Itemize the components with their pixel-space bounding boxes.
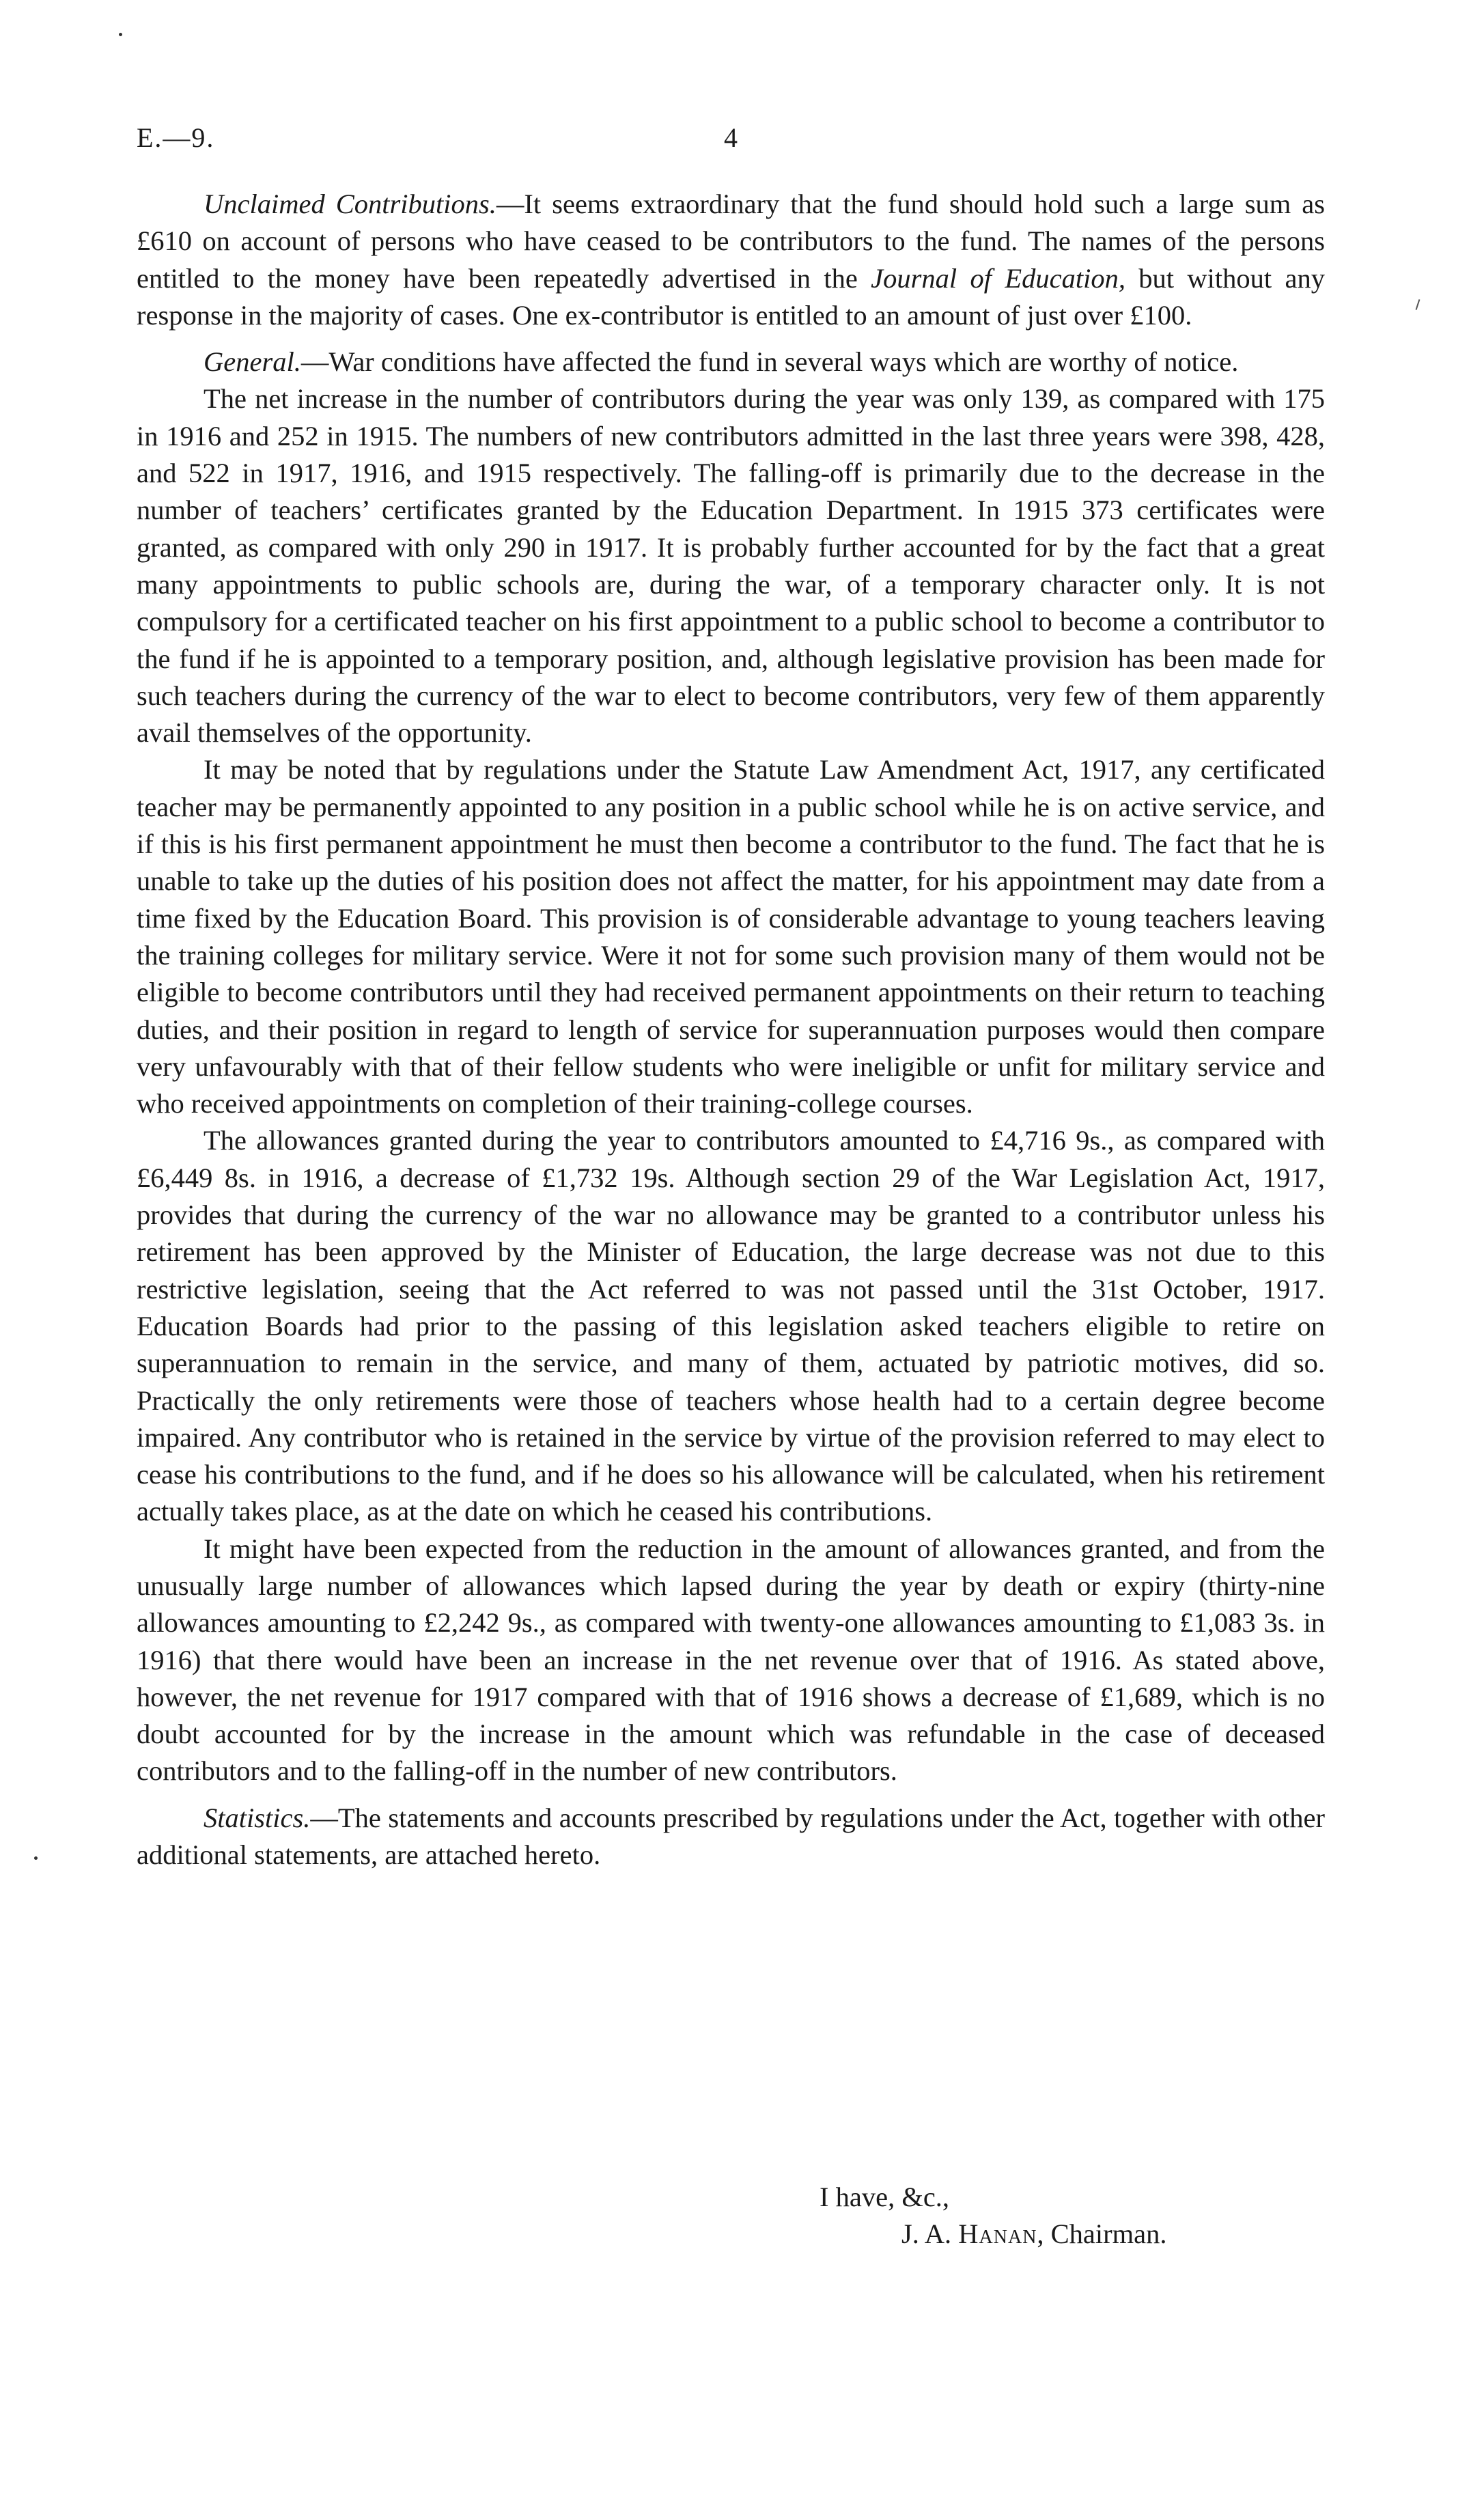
document-reference: E.—9.	[137, 122, 215, 153]
paragraph-allowances: The allowances granted during the year to contributors amounted to £4,716 9s., as compared with £6,449 8s. in 1916, a decrease of £1,732 19s. Although section 29 of the War Legislation Act, 1917, provides that during the currency of the war no allowance may be granted to a contributor unless his retirement has been approved by the Minister of Education, the large decrease was not due to this restrictive legislation, seeing that the Act referred to was not passed until the 31st October, 1917. Education Boards had prior to the passing of this legislation asked teachers eligible to retire on superannuation to remain in the service, and many of them, actuated by patriotic motives, did so. Practically the only retirements were those of teachers whose health had to a certain degree become impaired. Any contributor who is retained in the service by virtue of the provision referred to may elect to cease his contributions to the fund, and if he does so his allowance will be calculated, when his retirement actually takes place, as at the date on which he ceased his contributions.	[137, 1125, 1325, 1527]
page-speck	[119, 33, 122, 36]
heading-general: General.	[204, 346, 301, 378]
signatory-title: , Chairman.	[1037, 2218, 1167, 2249]
paragraph-general	[137, 344, 1325, 380]
signatory-initials: J. A.	[901, 2218, 959, 2249]
unclaimed-text: —It seems extraordinary that the fund should hold such a large sum as £610 on account of persons who have ceased to be contributors to the fund. The names of the persons entitled to the money have been repeatedly advertised in the	[137, 189, 1325, 294]
general-text: —War conditions have affected the fund in several ways which are worthy of notice.	[300, 346, 1239, 378]
heading-unclaimed-contributions: Unclaimed Contributions.	[204, 189, 496, 219]
page-header	[137, 122, 1325, 163]
unclaimed-text-end: but without any response in the majority of cases. One ex-contributor is entitled to an amount of just over £100.	[137, 262, 1325, 331]
signature-line	[901, 2216, 1325, 2253]
page-number: 4	[724, 122, 738, 153]
paragraph-regulations: It may be noted that by regulations under the Statute Law Amendment Act, 1917, any certificated teacher may be permanently appointed to any position in a public school while he is on active service, and if this is his first permanent appointment he must then become a contributor to the fund. The fact that he is unable to take up the duties of his position does not affect the matter, for his appointment may date from a time fixed by the Education Board. This provision is of considerable advantage to young teachers leaving the training colleges for military service. Were it not for some such provision many of them would not be eligible to become contributors until they had received permanent appointments on their return to teaching duties, and their position in regard to length of service for superannuation purposes would then compare very unfavourably with that of their fellow students who were ineligible or unfit for military service and who received appointments on completion of their training-college courses.	[137, 754, 1325, 1119]
paragraph-statistics	[137, 1800, 1325, 1874]
journal-title: Journal of Education,	[871, 262, 1125, 294]
heading-statistics: Statistics.	[204, 1802, 311, 1833]
statistics-text: —The statements and accounts prescribed by regulations under the Act, together with other additional statements, are attached hereto.	[137, 1802, 1325, 1871]
margin-speck	[34, 1856, 38, 1860]
paragraph-net-increase: The net increase in the number of contributors during the year was only 139, as compared with 175 in 1916 and 252 in 1915. The numbers of new contributors admitted in the last three years were 398, 428, and 522 in 1917, 1916, and 1915 respectively. The falling-off is primarily due to the decrease in the number of teachers’ certificates granted by the Education Department. In 1915 373 certificates were granted, as compared with only 290 in 1917. It is probably further accounted for by the fact that a great many appointments to public schools are, during the war, of a temporary character only. It is not compulsory for a certificated teacher on his first appointment to a public school to become a contributor to the fund if he is appointed to a temporary position, and, although legislative provision has been made for such teachers during the currency of the war to elect to become contributors, very few of them apparently avail themselves of the opportunity.	[137, 383, 1325, 749]
salutation: I have, &c.,	[820, 2182, 950, 2212]
letter-closing	[137, 2179, 1325, 2253]
report-body	[137, 186, 1325, 1874]
paragraph-expected-revenue: It might have been expected from the reduction in the amount of allowances granted, and from the unusually large number of allowances which lapsed during the year by death or expiry (thirty-nine allowances amounting to £2,242 9s., as compared with twenty-one allowances amounting to £1,083 3s. in 1916) that there would have been an increase in the net revenue over that of 1916. As stated above, however, the net revenue for 1917 compared with that of 1916 shows a decrease of £1,689, which is no doubt accounted for by the increase in the amount which was refundable in the case of deceased contributors and to the falling-off in the number of new contributors.	[137, 1533, 1325, 1787]
paragraph-unclaimed-contributions	[137, 186, 1325, 334]
margin-mark	[1416, 299, 1420, 310]
signatory-surname: Hanan	[958, 2218, 1037, 2249]
